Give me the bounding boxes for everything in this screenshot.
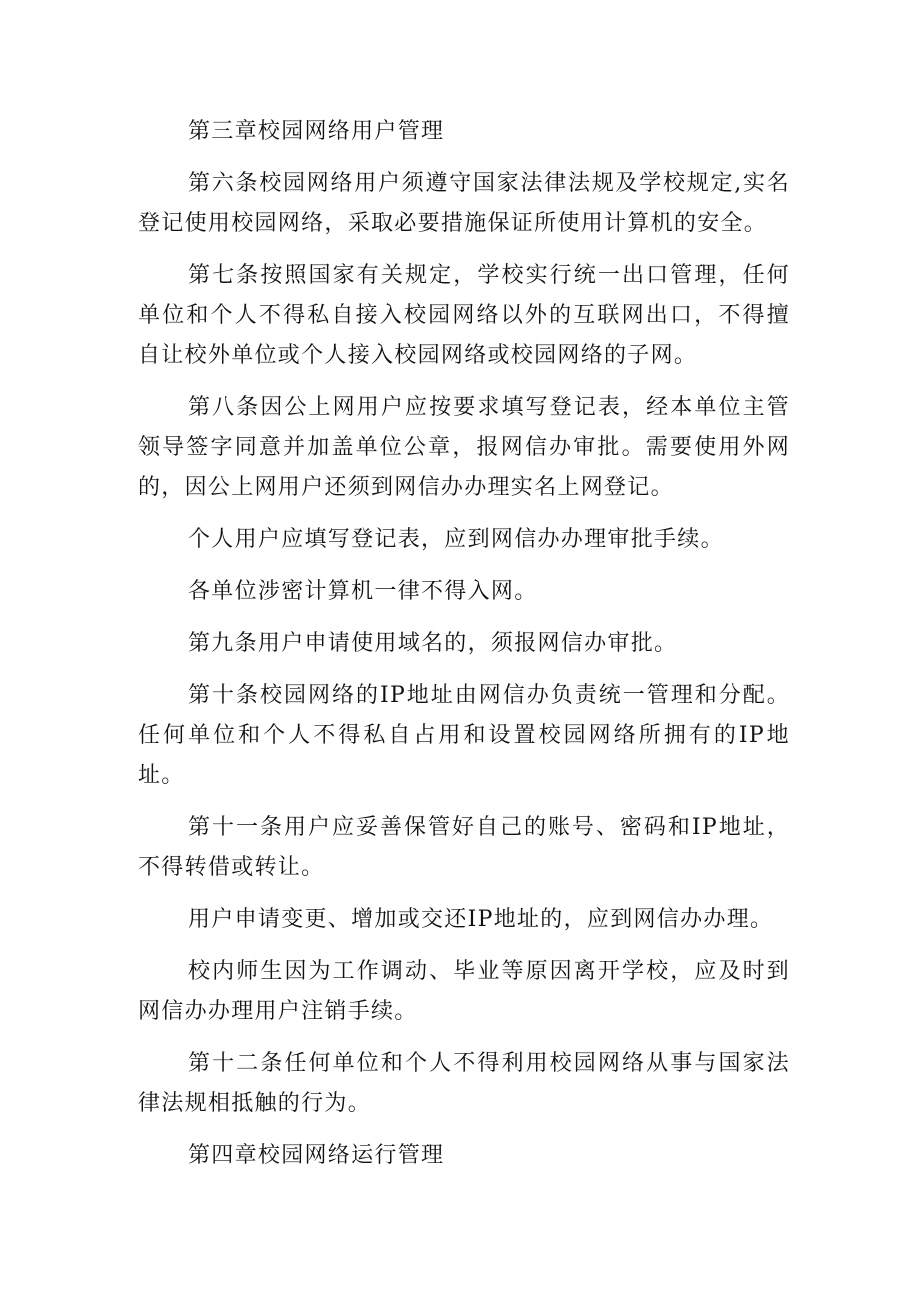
classified-computer-paragraph: 各单位涉密计算机一律不得入网。 bbox=[188, 579, 538, 604]
account-cancellation-paragraph: 校内师生因为工作调动、毕业等原因离开学校，应及时到网信办办理用户注销手续。 bbox=[138, 959, 790, 1024]
chapter-heading-3: 第三章校园网络用户管理 bbox=[188, 119, 445, 144]
personal-user-paragraph: 个人用户应填写登记表，应到网信办办理审批手续。 bbox=[188, 527, 724, 552]
article-11: 第十一条用户应妥善保管好自己的账号、密码和IP地址，不得转借或转让。 bbox=[138, 815, 790, 880]
article-10: 第十条校园网络的IP地址由网信办负责统一管理和分配。任何单位和个人不得私自占用和设置校园网络所拥有的IP地址。 bbox=[138, 683, 790, 788]
ip-change-paragraph: 用户申请变更、增加或交还IP地址的，应到网信办办理。 bbox=[188, 907, 774, 932]
chapter-heading-4: 第四章校园网络运行管理 bbox=[188, 1143, 445, 1168]
article-6: 第六条校园网络用户须遵守国家法律法规及学校规定,实名登记使用校园网络，采取必要措施保证所使用计算机的安全。 bbox=[138, 171, 790, 236]
article-12: 第十二条任何单位和个人不得利用校园网络从事与国家法律法规相抵触的行为。 bbox=[138, 1051, 790, 1116]
article-7: 第七条按照国家有关规定，学校实行统一出口管理，任何单位和个人不得私自接入校园网络以外的互联网出口，不得擅自让校外单位或个人接入校园网络或校园网络的子网。 bbox=[138, 263, 790, 368]
document-page bbox=[138, 112, 790, 1188]
article-8: 第八条因公上网用户应按要求填写登记表，经本单位主管领导签字同意并加盖单位公章，报网信办审批。需要使用外网的，因公上网用户还须到网信办办理实名上网登记。 bbox=[138, 395, 790, 500]
article-9: 第九条用户申请使用域名的，须报网信办审批。 bbox=[188, 631, 678, 656]
